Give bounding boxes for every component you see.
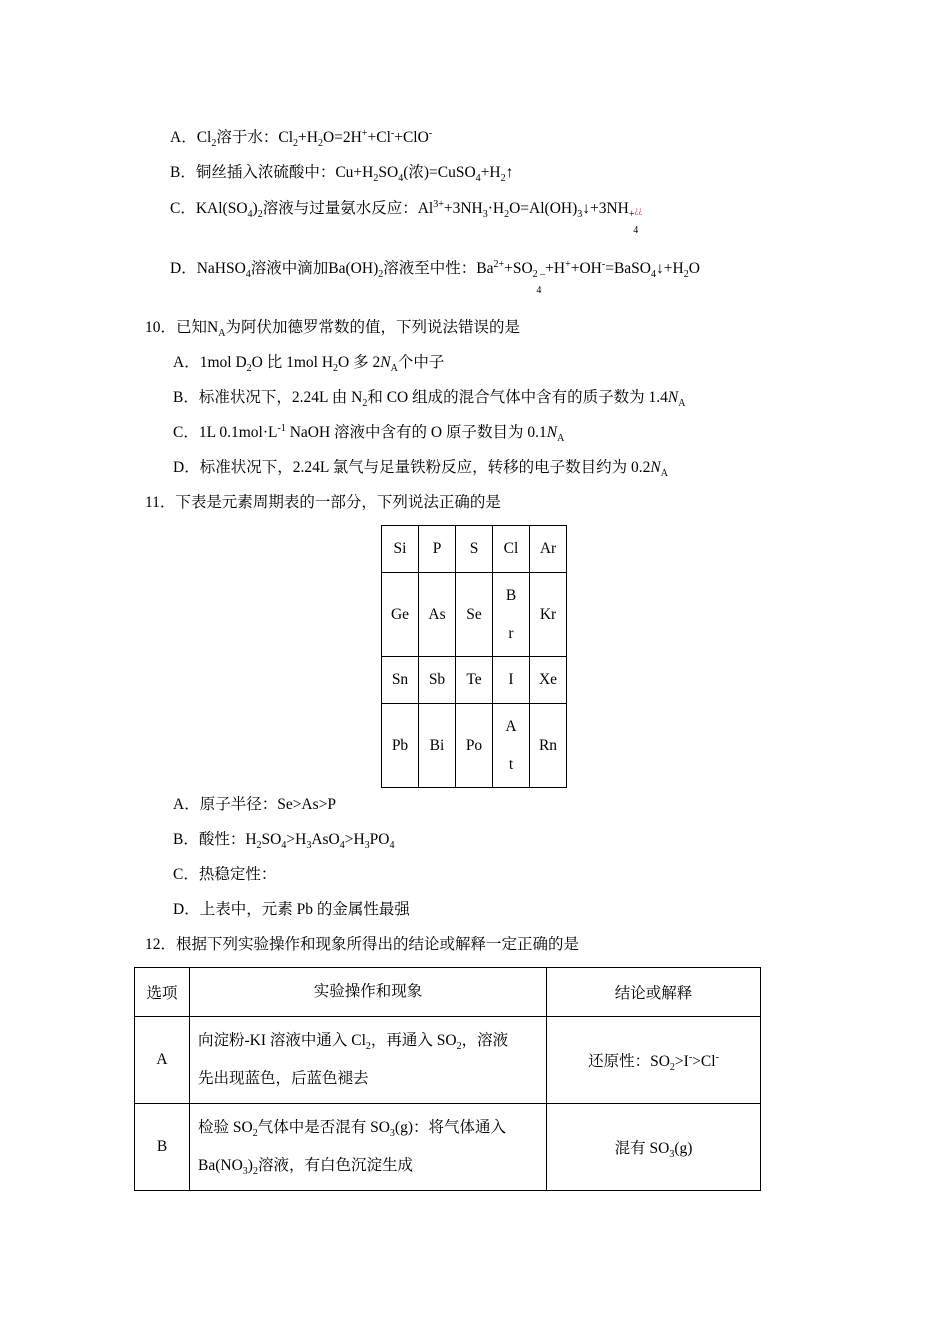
question-number: 10． [145, 319, 177, 336]
element-cell: Kr [530, 573, 567, 657]
avogadro-symbol: N [650, 459, 661, 476]
conclusion-cell [547, 1017, 761, 1104]
text: +Cl [367, 129, 391, 146]
periodic-table [381, 525, 567, 788]
element-cell: P [419, 526, 456, 573]
subscript: A [678, 398, 686, 410]
text: (浓)=CuSO [403, 164, 476, 181]
q10-option-a [173, 353, 444, 373]
subscript: 2 [365, 1041, 371, 1053]
subscript: 3 [577, 209, 583, 221]
subscript: 4 [247, 209, 253, 221]
superscript: + [361, 127, 368, 139]
superscript: - [688, 1051, 693, 1063]
text: ·H [487, 200, 505, 217]
q9-option-a [170, 128, 432, 148]
text: 向淀粉-KI 溶液中通入 Cl [198, 1032, 366, 1049]
element-cell: Si [382, 526, 419, 573]
text: O [688, 260, 700, 277]
option-cell: B [135, 1104, 190, 1191]
q11-option-c: C．热稳定性： [173, 866, 277, 883]
text: ) [252, 200, 258, 217]
superscript: 2+ [493, 258, 505, 270]
option-label: B． [173, 389, 199, 406]
superscript: - [390, 127, 395, 139]
text: 溶于水：Cl [216, 129, 294, 146]
experiment-table [134, 967, 761, 1191]
element-cell: Cl [493, 526, 530, 573]
element-cell: S [456, 526, 493, 573]
header-option: 选项 [135, 968, 190, 1017]
text: +SO [504, 260, 533, 277]
q10-option-c [173, 423, 564, 443]
ion-charge-stack [532, 259, 546, 296]
text: Ba(NO [198, 1157, 243, 1174]
text: 溶液与过量氨水反应：Al [262, 200, 434, 217]
text: (g)：将气体通入 [394, 1119, 506, 1136]
subscript: 2 [378, 269, 384, 281]
element-cell: B r [493, 573, 530, 657]
subscript: 4 [245, 269, 251, 281]
subscript: 2 [256, 840, 262, 852]
operation-cell [190, 1017, 547, 1104]
subscript: 2 [669, 1062, 675, 1074]
text: >H [286, 831, 307, 848]
subscript: A [218, 328, 226, 340]
subscript: 2 [246, 363, 252, 375]
text: SO [261, 831, 282, 848]
text: Cl [196, 129, 212, 146]
superscript: - [715, 1051, 719, 1063]
element-cell: Sn [382, 657, 419, 704]
option-label: C． [173, 424, 199, 441]
subscript: 2 [252, 1128, 258, 1140]
text: +H [480, 164, 501, 181]
q10-stem [145, 318, 520, 338]
operation-line [198, 1022, 538, 1060]
avogadro-symbol: N [546, 424, 558, 441]
text: 1mol D [199, 354, 247, 371]
element-cell: Ar [530, 526, 567, 573]
subscript: 2 – [532, 269, 546, 281]
superscript: 3+ [433, 198, 444, 210]
q9-option-d [170, 258, 700, 296]
subscript: 2 [456, 1041, 462, 1053]
subscript: 4 [651, 269, 656, 281]
option-label: D． [170, 260, 197, 277]
subscript: 3 [364, 840, 370, 852]
garbled-glyph: ¿¿ [634, 205, 643, 215]
q9-option-c [170, 198, 643, 236]
text: 酸性：H [198, 831, 257, 848]
option-label: A． [173, 354, 200, 371]
text: O=2H [322, 129, 362, 146]
subscript: 2 [257, 209, 263, 221]
subscript: 2 [317, 138, 323, 150]
subscript: 3 [389, 1128, 395, 1140]
table-row [382, 573, 567, 657]
text: >I [674, 1053, 689, 1070]
operation-line: 先出现蓝色，后蓝色褪去 [198, 1070, 369, 1087]
subscript: 3 [669, 1149, 675, 1161]
option-label: B． [170, 164, 196, 181]
text: ，再通入 SO [370, 1032, 457, 1049]
option-label: A． [170, 129, 197, 146]
text: 个中子 [397, 354, 445, 371]
header-operation: 实验操作和现象 [190, 968, 547, 1017]
element-cell: As [419, 573, 456, 657]
subscript: 4 [281, 840, 287, 852]
text: 混有 SO [614, 1140, 670, 1157]
text: 1L 0.1mol·L [198, 424, 278, 441]
superscript: + [565, 258, 571, 270]
text: NaOH 溶液中含有的 O 原子数目为 0.1 [285, 424, 547, 441]
subscript: 2 [211, 138, 217, 150]
option-label: C． [170, 200, 196, 217]
subscript: + [628, 209, 635, 221]
superscript: -1 [277, 422, 286, 434]
superscript: - [601, 258, 606, 270]
q11-stem: 11．下表是元素周期表的一部分，下列说法正确的是 [145, 494, 501, 511]
element-cell: Se [456, 573, 493, 657]
ion-charge-stack [628, 199, 643, 236]
text: 已知N [176, 319, 219, 336]
q10-option-d [173, 458, 668, 478]
text: 气体中是否混有 SO [257, 1119, 390, 1136]
element-cell: A t [493, 704, 530, 788]
text: O 多 2 [338, 354, 381, 371]
element-cell: Pb [382, 704, 419, 788]
table-row [135, 1104, 761, 1191]
subscript: 3 [306, 840, 312, 852]
text: 还原性：SO [588, 1053, 670, 1070]
text: 和 CO 组成的混合气体中含有的质子数为 1.4 [367, 389, 668, 406]
text: +H [545, 260, 566, 277]
q11-option-a: A．原子半径：Se>As>P [173, 796, 337, 813]
subscript: 3 [242, 1166, 248, 1178]
table-row [382, 657, 567, 704]
q12-stem: 12．根据下列实验操作和现象所得出的结论或解释一定正确的是 [145, 936, 580, 953]
text: ↓+H [656, 260, 684, 277]
subscript: 2 [504, 209, 510, 221]
table-header-row [135, 968, 761, 1017]
text: O=Al(OH) [509, 200, 578, 217]
subscript: 4 [398, 173, 404, 185]
subscript: 3 [482, 209, 488, 221]
operation-cell [190, 1104, 547, 1191]
text: 铜丝插入浓硫酸中：Cu+H [195, 164, 374, 181]
text: ↑ [505, 164, 514, 181]
subscript-4: 4 [536, 285, 542, 296]
text: KAl(SO [195, 200, 248, 217]
text: +3NH [443, 200, 483, 217]
text: AsO [311, 831, 340, 848]
text: SO [378, 164, 399, 181]
text: +OH [570, 260, 602, 277]
subscript: 4 [475, 173, 481, 185]
option-label: B． [173, 831, 199, 848]
table-row [382, 526, 567, 573]
conclusion-cell [547, 1104, 761, 1191]
option-cell: A [135, 1017, 190, 1104]
text: ↓+3NH [582, 200, 629, 217]
text: (g) [674, 1140, 693, 1157]
subscript: 2 [500, 173, 506, 185]
text: >Cl [692, 1053, 716, 1070]
subscript-4: 4 [633, 225, 639, 236]
element-cell: Xe [530, 657, 567, 704]
avogadro-symbol: N [667, 389, 679, 406]
text: 检验 SO [198, 1119, 253, 1136]
operation-line [198, 1147, 538, 1185]
element-cell: Te [456, 657, 493, 704]
table-row [382, 704, 567, 788]
element-cell: Po [456, 704, 493, 788]
text: 溶液至中性：Ba [383, 260, 494, 277]
operation-line [198, 1109, 538, 1147]
header-conclusion: 结论或解释 [547, 968, 761, 1017]
subscript: 2 [683, 269, 689, 281]
element-cell: Bi [419, 704, 456, 788]
element-cell: I [493, 657, 530, 704]
subscript: 2 [373, 173, 379, 185]
element-cell: Sb [419, 657, 456, 704]
q11-option-d: D．上表中，元素 Pb 的金属性最强 [173, 901, 410, 918]
text: PO [369, 831, 390, 848]
subscript: 4 [339, 840, 345, 852]
subscript: A [660, 468, 668, 480]
text: +H [298, 129, 318, 146]
text: +ClO [394, 129, 429, 146]
q9-option-b [170, 163, 513, 183]
q10-option-b [173, 388, 685, 408]
text: >H [344, 831, 365, 848]
text: 标准状况下，2.24L 氯气与足量铁粉反应，转移的电子数目约为 0.2 [199, 459, 651, 476]
superscript: - [428, 127, 433, 139]
text: O 比 1mol H [251, 354, 334, 371]
subscript: A [557, 433, 565, 445]
element-cell: Rn [530, 704, 567, 788]
q11-option-b [173, 830, 395, 850]
text: =BaSO [605, 260, 651, 277]
text: ，溶液 [461, 1032, 509, 1049]
text: 溶液中滴加Ba(OH) [250, 260, 379, 277]
element-cell: Ge [382, 573, 419, 657]
avogadro-symbol: N [380, 354, 391, 371]
subscript: 2 [333, 363, 339, 375]
text: 溶液，有白色沉淀生成 [257, 1157, 413, 1174]
text: 为阿伏加德罗常数的值，下列说法错误的是 [225, 319, 520, 336]
subscript: A [390, 363, 398, 375]
text: 标准状况下，2.24L 由 N [198, 389, 363, 406]
text: NaHSO [196, 260, 246, 277]
subscript: 2 [293, 138, 299, 150]
subscript: 2 [362, 398, 368, 410]
table-row [135, 1017, 761, 1104]
text: ) [247, 1157, 253, 1174]
option-label: D． [173, 459, 200, 476]
subscript: 2 [252, 1166, 258, 1178]
subscript: 4 [389, 840, 395, 852]
